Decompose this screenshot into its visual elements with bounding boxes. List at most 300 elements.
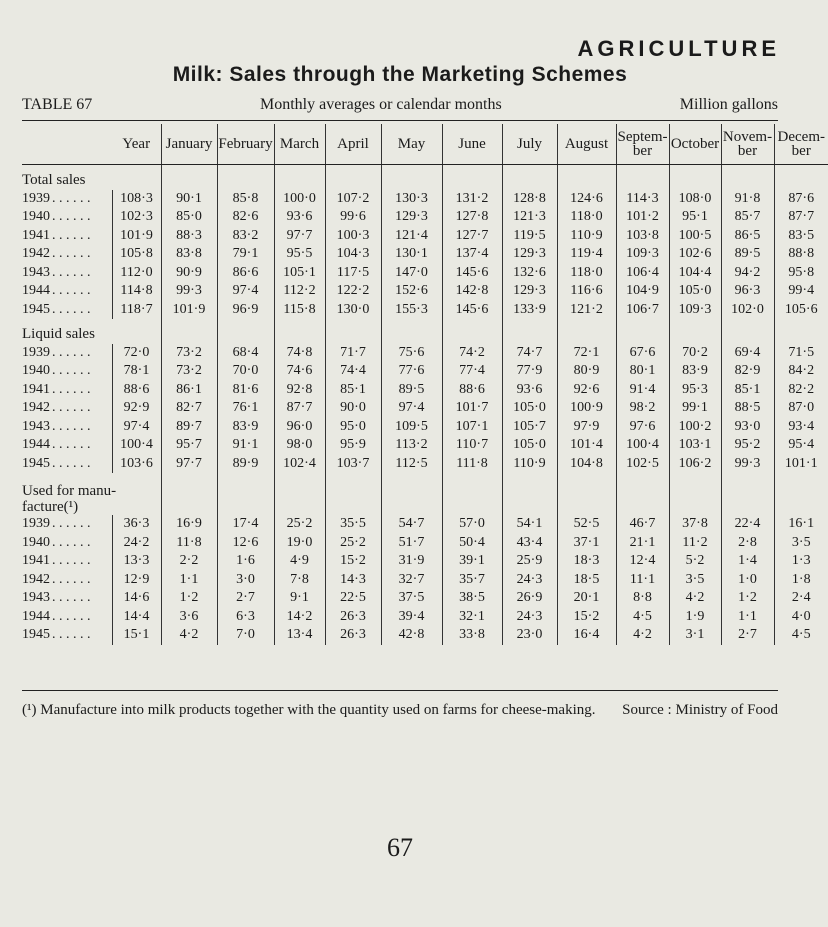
table-cell: 3·1	[669, 626, 721, 645]
table-cell: 83·8	[161, 245, 217, 264]
table-cell: 22·5	[325, 589, 381, 608]
table-row	[22, 626, 828, 645]
table-cell: 91·1	[217, 436, 274, 455]
table-cell: 127·7	[442, 227, 502, 246]
milk-sales-table	[22, 124, 828, 645]
table-cell: 73·2	[161, 344, 217, 363]
table-cell: 1·9	[669, 608, 721, 627]
table-cell: 51·7	[381, 534, 442, 553]
table-cell: 70·2	[669, 344, 721, 363]
table-cell: 36·3	[112, 515, 161, 534]
table-cell: 93·6	[502, 381, 557, 400]
row-year-cell	[22, 381, 112, 400]
table-cell: 8·8	[616, 589, 669, 608]
table-cell: 106·7	[616, 301, 669, 320]
row-leader-dots: . . . . . .	[52, 516, 91, 532]
group-spacer-cell	[161, 473, 217, 515]
table-cell: 25·2	[274, 515, 325, 534]
table-cell: 69·4	[721, 344, 774, 363]
table-cell: 102·5	[616, 455, 669, 474]
table-cell: 97·6	[616, 418, 669, 437]
table-cell: 4·9	[274, 552, 325, 571]
row-year: 1942	[22, 571, 50, 587]
table-cell: 102·4	[274, 455, 325, 474]
table-cell: 33·8	[442, 626, 502, 645]
table-cell: 4·2	[616, 626, 669, 645]
row-year: 1941	[22, 381, 50, 397]
table-cell: 14·6	[112, 589, 161, 608]
row-year-cell	[22, 190, 112, 209]
table-cell: 3·5	[669, 571, 721, 590]
table-cell: 128·8	[502, 190, 557, 209]
table-cell: 4·2	[161, 626, 217, 645]
table-cell: 95·9	[325, 436, 381, 455]
table-cell: 2·7	[721, 626, 774, 645]
column-header: June	[442, 124, 502, 165]
table-cell: 80·1	[616, 362, 669, 381]
table-cell: 46·7	[616, 515, 669, 534]
table-cell: 96·3	[721, 282, 774, 301]
column-header: Novem-ber	[721, 124, 774, 165]
table-cell: 32·7	[381, 571, 442, 590]
row-year-cell	[22, 227, 112, 246]
table-cell: 100·2	[669, 418, 721, 437]
top-rule	[22, 120, 778, 121]
group-spacer-cell	[274, 473, 325, 515]
table-cell: 97·4	[112, 418, 161, 437]
row-leader-dots: . . . . . .	[52, 608, 91, 624]
table-units: Million gallons	[679, 96, 778, 113]
table-cell: 12·6	[217, 534, 274, 553]
table-cell: 20·1	[557, 589, 616, 608]
row-leader-dots: . . . . . .	[52, 400, 91, 416]
table-cell: 124·6	[557, 190, 616, 209]
table-cell: 100·3	[325, 227, 381, 246]
table-cell: 155·3	[381, 301, 442, 320]
group-spacer-cell	[161, 165, 217, 190]
table-cell: 97·9	[557, 418, 616, 437]
table-cell: 142·8	[442, 282, 502, 301]
group-spacer-cell	[381, 473, 442, 515]
table-cell: 100·4	[616, 436, 669, 455]
table-cell: 13·3	[112, 552, 161, 571]
row-year: 1942	[22, 246, 50, 262]
table-cell: 131·2	[442, 190, 502, 209]
source-note: Source : Ministry of Food	[622, 702, 778, 718]
table-cell: 26·9	[502, 589, 557, 608]
bottom-rule	[22, 690, 778, 691]
table-cell: 80·9	[557, 362, 616, 381]
table-cell: 18·3	[557, 552, 616, 571]
group-spacer-cell	[442, 473, 502, 515]
table-row	[22, 264, 828, 283]
table-cell: 103·1	[669, 436, 721, 455]
table-cell: 104·4	[669, 264, 721, 283]
column-header: July	[502, 124, 557, 165]
table-cell: 88·5	[721, 399, 774, 418]
table-cell: 1·0	[721, 571, 774, 590]
table-cell: 114·8	[112, 282, 161, 301]
group-spacer-cell	[442, 319, 502, 344]
table-cell: 97·7	[161, 455, 217, 474]
group-spacer-cell	[381, 319, 442, 344]
table-cell: 83·9	[669, 362, 721, 381]
row-year: 1940	[22, 209, 50, 225]
table-cell: 132·6	[502, 264, 557, 283]
row-leader-dots: . . . . . .	[52, 590, 91, 606]
group-spacer-cell	[217, 165, 274, 190]
table-cell: 42·8	[381, 626, 442, 645]
table-row	[22, 552, 828, 571]
column-header: February	[217, 124, 274, 165]
table-cell: 101·7	[442, 399, 502, 418]
table-row	[22, 227, 828, 246]
table-cell: 84·2	[774, 362, 828, 381]
table-cell: 104·8	[557, 455, 616, 474]
table-meta-row	[22, 96, 778, 118]
group-spacer-cell	[442, 165, 502, 190]
table-number: TABLE 67	[22, 96, 93, 113]
table-cell: 101·2	[616, 208, 669, 227]
group-spacer-cell	[557, 473, 616, 515]
table-cell: 43·4	[502, 534, 557, 553]
table-cell: 75·6	[381, 344, 442, 363]
table-cell: 101·9	[112, 227, 161, 246]
table-cell: 19·0	[274, 534, 325, 553]
row-year-cell	[22, 552, 112, 571]
table-cell: 110·7	[442, 436, 502, 455]
table-cell: 16·4	[557, 626, 616, 645]
table-cell: 15·1	[112, 626, 161, 645]
table-cell: 23·0	[502, 626, 557, 645]
table-cell: 107·2	[325, 190, 381, 209]
table-cell: 102·0	[721, 301, 774, 320]
table-cell: 99·3	[721, 455, 774, 474]
table-cell: 24·3	[502, 571, 557, 590]
group-spacer-cell	[161, 319, 217, 344]
table-cell: 90·9	[161, 264, 217, 283]
table-cell: 79·1	[217, 245, 274, 264]
table-row	[22, 399, 828, 418]
table-cell: 16·1	[774, 515, 828, 534]
table-cell: 129·3	[502, 282, 557, 301]
table-cell: 85·8	[217, 190, 274, 209]
table-cell: 109·3	[669, 301, 721, 320]
row-year-cell	[22, 455, 112, 474]
table-cell: 145·6	[442, 301, 502, 320]
table-cell: 98·0	[274, 436, 325, 455]
table-cell: 101·1	[774, 455, 828, 474]
column-header-row	[22, 124, 828, 165]
group-spacer-cell	[721, 473, 774, 515]
table-cell: 93·6	[274, 208, 325, 227]
row-year-cell	[22, 399, 112, 418]
table-cell: 85·1	[325, 381, 381, 400]
table-cell: 147·0	[381, 264, 442, 283]
table-cell: 14·2	[274, 608, 325, 627]
table-cell: 4·5	[616, 608, 669, 627]
table-cell: 152·6	[381, 282, 442, 301]
group-header-row	[22, 473, 828, 515]
row-year-cell	[22, 344, 112, 363]
group-header-row	[22, 319, 828, 344]
group-label-line: Used for manu-	[22, 483, 117, 499]
table-cell: 96·0	[274, 418, 325, 437]
column-header: May	[381, 124, 442, 165]
table-row	[22, 436, 828, 455]
table-cell: 103·8	[616, 227, 669, 246]
table-cell: 54·7	[381, 515, 442, 534]
row-leader-dots: . . . . . .	[52, 627, 91, 643]
table-cell: 24·2	[112, 534, 161, 553]
row-year: 1940	[22, 534, 50, 550]
table-cell: 31·9	[381, 552, 442, 571]
table-row	[22, 418, 828, 437]
section-header: AGRICULTURE	[577, 36, 780, 61]
row-leader-dots: . . . . . .	[52, 283, 91, 299]
column-header: April	[325, 124, 381, 165]
table-cell: 1·8	[774, 571, 828, 590]
group-label: Liquid sales	[22, 326, 95, 343]
table-cell: 14·3	[325, 571, 381, 590]
table-cell: 95·7	[161, 436, 217, 455]
table-cell: 95·4	[774, 436, 828, 455]
table-cell: 54·1	[502, 515, 557, 534]
row-year: 1945	[22, 301, 50, 317]
row-year-cell	[22, 589, 112, 608]
row-year: 1943	[22, 264, 50, 280]
table-cell: 2·7	[217, 589, 274, 608]
table-cell: 13·4	[274, 626, 325, 645]
row-leader-dots: . . . . . .	[52, 534, 91, 550]
table-cell: 105·6	[774, 301, 828, 320]
table-cell: 1·1	[721, 608, 774, 627]
table-cell: 71·5	[774, 344, 828, 363]
table-body	[22, 165, 828, 645]
table-cell: 82·9	[721, 362, 774, 381]
group-spacer-cell	[616, 319, 669, 344]
table-cell: 122·2	[325, 282, 381, 301]
table-cell: 85·1	[721, 381, 774, 400]
table-cell: 4·0	[774, 608, 828, 627]
table-cell: 88·6	[442, 381, 502, 400]
table-cell: 21·1	[616, 534, 669, 553]
table-cell: 85·7	[721, 208, 774, 227]
group-spacer-cell	[502, 473, 557, 515]
table-cell: 82·6	[217, 208, 274, 227]
row-year-cell	[22, 515, 112, 534]
table-cell: 73·2	[161, 362, 217, 381]
group-spacer-cell	[217, 319, 274, 344]
group-spacer-cell	[325, 473, 381, 515]
table-cell: 121·2	[557, 301, 616, 320]
table-cell: 133·9	[502, 301, 557, 320]
table-cell: 5·2	[669, 552, 721, 571]
table-cell: 14·4	[112, 608, 161, 627]
row-year-cell	[22, 301, 112, 320]
group-label	[22, 473, 161, 515]
table-cell: 137·4	[442, 245, 502, 264]
table-cell: 112·2	[274, 282, 325, 301]
table-cell: 4·5	[774, 626, 828, 645]
table-cell: 109·5	[381, 418, 442, 437]
table-cell: 130·0	[325, 301, 381, 320]
table-cell: 89·9	[217, 455, 274, 474]
row-leader-dots: . . . . . .	[52, 344, 91, 360]
table-row	[22, 589, 828, 608]
table-cell: 1·2	[721, 589, 774, 608]
table-cell: 9·1	[274, 589, 325, 608]
group-spacer-cell	[721, 165, 774, 190]
row-leader-dots: . . . . . .	[52, 301, 91, 317]
row-year-cell	[22, 608, 112, 627]
table-cell: 90·1	[161, 190, 217, 209]
row-year-cell	[22, 208, 112, 227]
table-cell: 7·8	[274, 571, 325, 590]
table-cell: 129·3	[381, 208, 442, 227]
table-cell: 95·5	[274, 245, 325, 264]
table-cell: 118·0	[557, 208, 616, 227]
group-label: Total sales	[22, 172, 86, 189]
table-cell: 110·9	[502, 455, 557, 474]
table-cell: 83·2	[217, 227, 274, 246]
table-cell: 74·8	[274, 344, 325, 363]
row-year: 1939	[22, 190, 50, 206]
table-cell: 95·8	[774, 264, 828, 283]
table-cell: 1·6	[217, 552, 274, 571]
table-cell: 107·1	[442, 418, 502, 437]
table-cell: 100·4	[112, 436, 161, 455]
row-leader-dots: . . . . . .	[52, 190, 91, 206]
group-spacer-cell	[616, 473, 669, 515]
row-year-cell	[22, 626, 112, 645]
table-cell: 105·8	[112, 245, 161, 264]
table-cell: 70·0	[217, 362, 274, 381]
table-cell: 90·0	[325, 399, 381, 418]
table-cell: 88·6	[112, 381, 161, 400]
row-year: 1942	[22, 400, 50, 416]
table-cell: 26·3	[325, 608, 381, 627]
table-cell: 6·3	[217, 608, 274, 627]
table-cell: 116·6	[557, 282, 616, 301]
table-cell: 37·5	[381, 589, 442, 608]
group-spacer-cell	[381, 165, 442, 190]
table-cell: 121·3	[502, 208, 557, 227]
table-row	[22, 344, 828, 363]
table-cell: 94·2	[721, 264, 774, 283]
table-cell: 101·9	[161, 301, 217, 320]
table-cell: 78·1	[112, 362, 161, 381]
table-cell: 35·5	[325, 515, 381, 534]
table-cell: 4·2	[669, 589, 721, 608]
table-cell: 89·5	[381, 381, 442, 400]
table-cell: 92·9	[112, 399, 161, 418]
row-leader-dots: . . . . . .	[52, 553, 91, 569]
table-cell: 74·6	[274, 362, 325, 381]
row-year-cell	[22, 571, 112, 590]
table-cell: 81·6	[217, 381, 274, 400]
table-cell: 76·1	[217, 399, 274, 418]
table-cell: 118·0	[557, 264, 616, 283]
group-spacer-cell	[669, 319, 721, 344]
table-cell: 24·3	[502, 608, 557, 627]
row-year: 1941	[22, 553, 50, 569]
table-cell: 15·2	[557, 608, 616, 627]
table-cell: 92·8	[274, 381, 325, 400]
group-label-line: facture(¹)	[22, 499, 79, 515]
table-cell: 129·3	[502, 245, 557, 264]
table-cell: 2·2	[161, 552, 217, 571]
row-leader-dots: . . . . . .	[52, 363, 91, 379]
table-subtitle: Monthly averages or calendar months	[260, 96, 502, 113]
table-cell: 15·2	[325, 552, 381, 571]
table-cell: 74·7	[502, 344, 557, 363]
table-cell: 108·0	[669, 190, 721, 209]
group-spacer-cell	[502, 319, 557, 344]
table-cell: 105·1	[274, 264, 325, 283]
table-cell: 86·1	[161, 381, 217, 400]
table-cell: 112·0	[112, 264, 161, 283]
table-cell: 109·3	[616, 245, 669, 264]
table-cell: 88·3	[161, 227, 217, 246]
table-cell: 87·6	[774, 190, 828, 209]
table-cell: 12·9	[112, 571, 161, 590]
table-cell: 119·5	[502, 227, 557, 246]
table-cell: 25·9	[502, 552, 557, 571]
table-cell: 103·6	[112, 455, 161, 474]
table-cell: 74·4	[325, 362, 381, 381]
row-year: 1944	[22, 437, 50, 453]
table-cell: 101·4	[557, 436, 616, 455]
table-cell: 103·7	[325, 455, 381, 474]
table-cell: 119·4	[557, 245, 616, 264]
group-spacer-cell	[274, 319, 325, 344]
table-cell: 130·1	[381, 245, 442, 264]
row-year: 1939	[22, 516, 50, 532]
column-header: August	[557, 124, 616, 165]
table-cell: 104·9	[616, 282, 669, 301]
table-cell: 93·0	[721, 418, 774, 437]
row-leader-dots: . . . . . .	[52, 571, 91, 587]
group-header-row	[22, 165, 828, 190]
row-year: 1943	[22, 590, 50, 606]
table-cell: 38·5	[442, 589, 502, 608]
table-cell: 39·1	[442, 552, 502, 571]
table-cell: 95·0	[325, 418, 381, 437]
table-cell: 35·7	[442, 571, 502, 590]
row-leader-dots: . . . . . .	[52, 246, 91, 262]
row-leader-dots: . . . . . .	[52, 381, 91, 397]
table-cell: 95·2	[721, 436, 774, 455]
table-cell: 77·4	[442, 362, 502, 381]
group-spacer-cell	[669, 473, 721, 515]
table-cell: 72·0	[112, 344, 161, 363]
table-cell: 118·7	[112, 301, 161, 320]
group-spacer-cell	[557, 165, 616, 190]
table-row	[22, 381, 828, 400]
table-cell: 16·9	[161, 515, 217, 534]
table-row	[22, 301, 828, 320]
table-cell: 1·1	[161, 571, 217, 590]
row-year-cell	[22, 418, 112, 437]
table-cell: 91·4	[616, 381, 669, 400]
table-cell: 121·4	[381, 227, 442, 246]
table-cell: 7·0	[217, 626, 274, 645]
table-cell: 39·4	[381, 608, 442, 627]
group-spacer-cell	[721, 319, 774, 344]
table-cell: 25·2	[325, 534, 381, 553]
table-cell: 74·2	[442, 344, 502, 363]
